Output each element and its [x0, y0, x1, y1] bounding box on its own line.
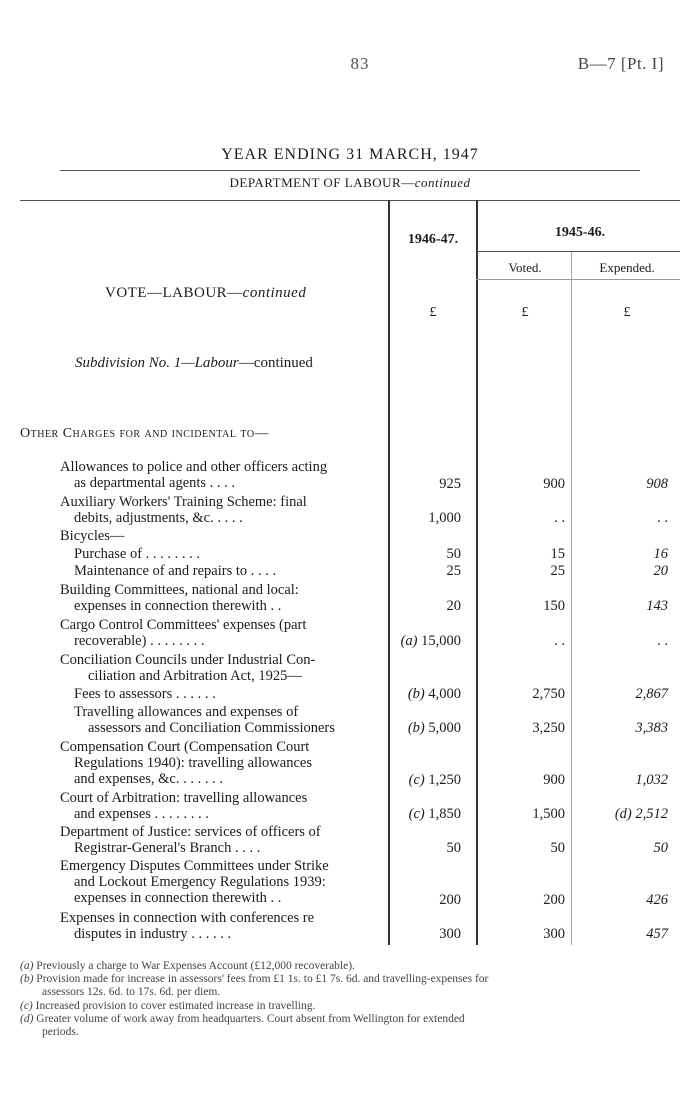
value-voted: . .: [554, 633, 565, 649]
heading-rule: [60, 170, 640, 171]
row-description: Conciliation Councils under Industrial Con- ciliation and Arbitration Act, 1925—: [60, 652, 316, 684]
subdivision-heading: Subdivision No. 1—Labour—continued: [75, 355, 313, 371]
footnote: (b) Provision made for increase in assessors' fees from £1 1s. to £1 7s. 6d. and travelling-expenses for assessors 12s. 6d. to 17s. 6d. per diem.: [20, 973, 489, 998]
value-1946-47: 20: [446, 598, 461, 614]
value-1946-47: 25: [446, 563, 461, 579]
column-header-voted: Voted.: [508, 260, 542, 275]
vote-title: VOTE—LABOUR—continued: [105, 285, 307, 301]
value-1946-47: 50: [446, 546, 461, 562]
value-voted: 15: [550, 546, 565, 562]
value-expended: 1,032: [635, 772, 668, 788]
value-voted: 3,250: [532, 720, 565, 736]
row-description: Court of Arbitration: travelling allowances and expenses . . . . . . . .: [60, 790, 308, 822]
value-voted: . .: [554, 510, 565, 526]
row-description: Auxiliary Workers' Training Scheme: final debits, adjustments, &c. . . . .: [60, 494, 307, 526]
footnote: (d) Greater volume of work away from headquarters. Court absent from Wellington for extended periods.: [20, 1013, 465, 1038]
value-voted: 900: [543, 772, 565, 788]
table-top-rule: [20, 200, 680, 201]
currency-voted: £: [521, 305, 529, 320]
value-expended: (d) 2,512: [614, 806, 668, 822]
value-expended: 908: [646, 476, 668, 492]
year-heading: YEAR ENDING 31 MARCH, 1947: [221, 146, 479, 163]
value-voted: 2,750: [532, 686, 565, 702]
value-voted: 25: [550, 563, 565, 579]
value-1946-47: 925: [439, 476, 461, 492]
footnote: (c) Increased provision to cover estimated increase in travelling.: [20, 1000, 316, 1012]
footnote: (a) Previously a charge to War Expenses Account (£12,000 recoverable).: [20, 960, 355, 972]
prior-year-rule: [476, 251, 680, 252]
value-1946-47: 50: [446, 840, 461, 856]
row-description: Compensation Court (Compensation Court Regulations 1940): travelling allowances and expenses, &c. . . . . . .: [60, 739, 312, 787]
value-1946-47: (a) 15,000: [400, 633, 461, 649]
value-expended: 16: [653, 546, 668, 562]
value-1946-47: 200: [439, 892, 461, 908]
column-header-1946-47: 1946-47.: [407, 232, 459, 247]
row-description: Expenses in connection with conferences re disputes in industry . . . . . .: [60, 910, 315, 942]
value-expended: . .: [657, 633, 668, 649]
column-divider-mid: [476, 200, 478, 945]
value-expended: 2,867: [635, 686, 668, 702]
value-1946-47: 300: [439, 926, 461, 942]
value-voted: 900: [543, 476, 565, 492]
currency-expended: £: [623, 305, 631, 320]
department-heading: DEPARTMENT OF LABOUR—continued: [229, 175, 471, 190]
page-number: 83: [350, 54, 370, 73]
value-1946-47: (c) 1,850: [408, 806, 461, 822]
row-description: Travelling allowances and expenses of assessors and Conciliation Commissioners: [74, 704, 335, 736]
row-description: Department of Justice: services of officers of Registrar-General's Branch . . . .: [60, 824, 321, 856]
value-expended: 457: [646, 926, 668, 942]
row-description: Purchase of . . . . . . . .: [74, 546, 201, 562]
value-expended: 20: [653, 563, 668, 579]
document-reference: B—7 [Pt. I]: [577, 54, 664, 73]
column-divider-right: [571, 252, 572, 945]
row-description: Maintenance of and repairs to . . . .: [74, 563, 277, 579]
row-description: Building Committees, national and local: expenses in connection therewith . .: [60, 582, 299, 614]
value-1946-47: (c) 1,250: [408, 772, 461, 788]
section-heading: Other Charges for and incidental to—: [20, 426, 270, 441]
value-voted: 50: [550, 840, 565, 856]
row-description: Bicycles—: [60, 528, 125, 544]
row-description: Cargo Control Committees' expenses (part recoverable) . . . . . . . .: [60, 617, 307, 649]
column-header-expended: Expended.: [599, 260, 655, 275]
currency-current: £: [429, 305, 437, 320]
value-expended: 50: [653, 840, 668, 856]
row-description: Emergency Disputes Committees under Strike and Lockout Emergency Regulations 1939: expenses in connection therewith . .: [60, 858, 329, 906]
value-voted: 1,500: [532, 806, 565, 822]
value-expended: 426: [646, 892, 668, 908]
subheader-rule: [476, 279, 680, 280]
value-expended: . .: [657, 510, 668, 526]
value-1946-47: (b) 4,000: [407, 686, 461, 702]
value-1946-47: 1,000: [428, 510, 461, 526]
value-voted: 200: [543, 892, 565, 908]
value-voted: 300: [543, 926, 565, 942]
value-expended: 3,383: [635, 720, 668, 736]
row-description: Allowances to police and other officers acting as departmental agents . . . .: [60, 459, 328, 491]
row-description: Fees to assessors . . . . . .: [74, 686, 216, 702]
value-1946-47: (b) 5,000: [407, 720, 461, 736]
value-expended: 143: [646, 598, 668, 614]
column-divider-left: [388, 200, 390, 945]
value-voted: 150: [543, 598, 565, 614]
column-header-1945-46: 1945-46.: [554, 225, 606, 240]
